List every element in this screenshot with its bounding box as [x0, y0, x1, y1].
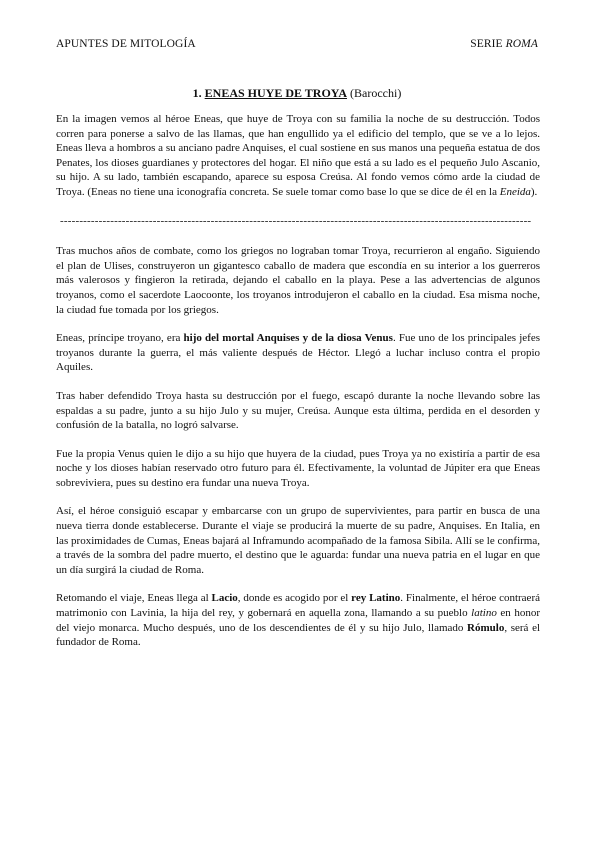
- title-number: 1.: [192, 86, 205, 100]
- paragraph-1: Tras muchos años de combate, como los griegos no lograban tomar Troya, recurrieron al engaño. Siguiendo el plan de Ulises, construyeron un gigantesco caballo de madera que escondía en su interior a los guerreros más valerosos y fingieron la retirada, dejando el caballo en la playa. Pese a las advertencias de algunos troyanos, como el sacerdote Laocoonte, los troyanos introdujeron el caballo en la ciudad. Esa misma noche, la ciudad fue tomada por los griegos.: [56, 245, 540, 316]
- title-author: (Barocchi): [347, 86, 402, 100]
- header-right: [470, 38, 538, 50]
- intro-paragraph: [56, 112, 540, 200]
- page-header: [56, 38, 538, 50]
- p6-s1: Retomando el viaje, Eneas llega al: [56, 592, 212, 605]
- section-title: [56, 86, 538, 101]
- p6-latino: latino: [471, 607, 497, 620]
- p6-lacio: Lacio: [211, 592, 238, 605]
- header-left: APUNTES DE MITOLOGÍA: [56, 38, 196, 50]
- paragraph-6: [56, 591, 540, 649]
- paragraph-5: Así, el héroe consiguió escapar y embarcarse con un grupo de supervivientes, para partir en busca de una nueva tierra donde establecerse. Durante el viaje se producirá la muerte de su padre, Anquises. En Italia, en las proximidades de Cumas, Eneas bajará al Inframundo acompañado de la famosa Sibila. Allí se le confirma, a través de la sombra del padre muerto, el destino que le aguarda: fundar una nueva patria en el lugar en que un día surgirá la ciudad de Roma.: [56, 505, 540, 576]
- p2-after: . Fue uno de los principales jefes troyanos durante la guerra, el más valiente después de Héctor. Llegó a luchar incluso contra el propio Aquiles.: [56, 332, 540, 374]
- document-body: [56, 112, 540, 664]
- header-right-prefix: SERIE: [470, 38, 506, 50]
- header-right-italic: ROMA: [505, 38, 538, 50]
- title-underlined: ENEAS HUYE DE TROYA: [204, 86, 348, 100]
- intro-italic: Eneida: [499, 185, 531, 198]
- dashed-divider: --------------------------------------------------------------------------------------------------------------------------: [60, 214, 532, 227]
- p6-s2: , donde es acogido por el: [237, 592, 352, 605]
- p6-rey-latino: rey Latino: [351, 592, 401, 605]
- title-main: [193, 86, 347, 100]
- intro-text: En la imagen vemos al héroe Eneas, que huye de Troya con su familia la noche de su destrucción. Todos corren para ponerse a salvo de las llamas, que han engullido ya el edificio del templo, que se ve a lo lejos. Eneas lleva a hombros a su anciano padre Anquises, el cual sostiene en sus manos una pequeña estatua de dos Penates, los dioses guardianes y protectores del hogar. El niño que está a su lado es el pequeño Julo Ascanio, su hijo. A su lado, también escapando, aparece su esposa Creúsa. Al fondo vemos cómo arde la ciudad de Troya. (Eneas no tiene una iconografía concreta. Se suele tomar como base lo que se dice de él en la: [56, 113, 540, 198]
- p2-bold: hijo del mortal Anquises y de la diosa Venus: [183, 332, 393, 345]
- p6-s3: . Finalmente, el héroe contraerá matrimonio con Lavinia, la hija del rey, y gobernará en aquella zona, llamando a su pueblo: [56, 592, 540, 620]
- p6-romulo: Rómulo: [467, 621, 505, 634]
- intro-end: ).: [530, 185, 538, 198]
- p2-before: Eneas, príncipe troyano, era: [56, 332, 184, 345]
- paragraph-3: Tras haber defendido Troya hasta su destrucción por el fuego, escapó durante la noche llevando sobre las espaldas a su padre, junto a su hijo Julo y su mujer, Creúsa. Aunque esta última, perdida en el desorden y confusión de la batalla, no logró salvarse.: [56, 389, 540, 432]
- paragraph-2: [56, 331, 540, 375]
- p6-s5: , será el fundador de Roma.: [56, 621, 541, 649]
- p6-s4: en honor del viejo monarca. Mucho después, uno de los descendientes de él y su hijo Julo, llamado: [56, 607, 541, 634]
- paragraph-4: Fue la propia Venus quien le dijo a su hijo que huyera de la ciudad, pues Troya ya no existiría a partir de esa noche y los dioses habían reservado otro futuro para él. Efectivamente, la voluntad de Júpiter era que Eneas sobreviviera, pues su destino era fundar una nueva Troya.: [56, 447, 540, 489]
